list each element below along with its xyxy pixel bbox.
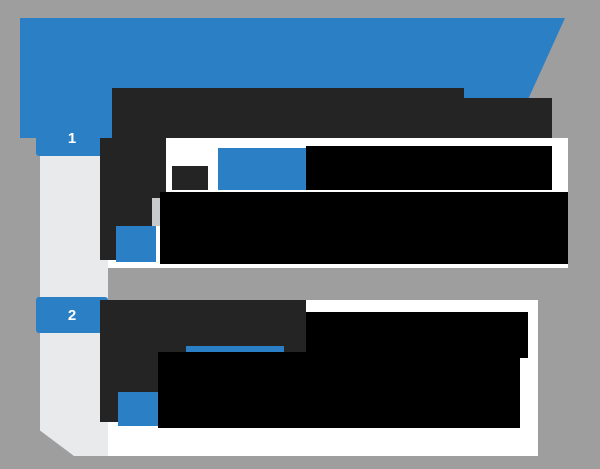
step-2-body-highlight — [118, 392, 158, 426]
step-2-body — [0, 0, 1, 1]
step-2-heading — [0, 0, 1, 1]
step-1-heading — [0, 0, 1, 1]
step-1-heading-text — [100, 138, 166, 198]
step-1-body-text-b — [160, 192, 568, 264]
step-1-body-highlight — [116, 226, 156, 262]
step-2-body-text-b — [158, 352, 520, 428]
header-title-text-overflow — [464, 98, 552, 140]
step-2-badge — [36, 297, 108, 333]
step-1-number: 1 — [67, 129, 77, 147]
step-1-heading-text-b — [172, 166, 208, 190]
diagram-title — [0, 0, 1, 1]
step-2-number: 2 — [67, 306, 77, 324]
step-1-body — [0, 0, 1, 1]
header-title-text — [112, 88, 464, 140]
step-1-badge — [36, 120, 108, 156]
step-1-heading-text-c — [306, 146, 552, 190]
step-1-heading-highlight — [218, 148, 306, 190]
